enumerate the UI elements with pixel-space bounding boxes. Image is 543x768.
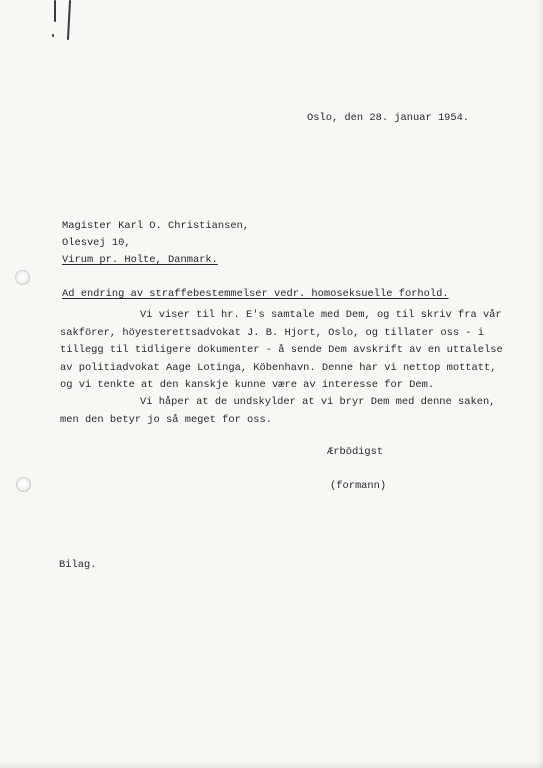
attachment-note: Bilag. <box>59 559 97 571</box>
pen-mark <box>52 34 54 37</box>
scan-shadow <box>537 0 543 768</box>
body-paragraph-1 <box>60 307 503 395</box>
pen-mark <box>54 0 56 22</box>
punch-hole-bottom <box>16 477 31 492</box>
paragraph-line: Vi viser til hr. E's samtale med Dem, og til skriv fra vår <box>140 309 502 321</box>
paragraph-line: og vi tenkte at den kanskje kunne være av interesse for Dem. <box>60 379 435 391</box>
paragraph-line: sakförer, höyesterettsadvokat J. B. Hjort, Oslo, og tillater oss - i <box>60 326 485 339</box>
closing: Ærbödigst <box>327 446 384 458</box>
recipient-name: Magister Karl O. Christiansen, <box>62 220 250 232</box>
paragraph-line: Vi håper at de undskylder at vi bryr Dem med denne saken, <box>140 396 496 408</box>
recipient-street: Olesvej 10, <box>62 237 131 249</box>
signature-role: (formann) <box>330 480 387 492</box>
punch-hole-top <box>15 270 30 285</box>
scan-shadow <box>0 760 543 768</box>
recipient-city: Virum pr. Holte, Danmark. <box>62 254 218 266</box>
body-paragraph-2 <box>60 394 495 429</box>
paragraph-line: men den betyr jo så meget for oss. <box>60 413 273 426</box>
date-line: Oslo, den 28. januar 1954. <box>307 112 470 124</box>
paragraph-line: av politiadvokat Aage Lotinga, Köbenhavn. Denne har vi nettop mottatt, <box>60 361 497 374</box>
paragraph-line: tillegg til tidligere dokumenter - å sende Dem avskrift av en uttalelse <box>60 344 503 356</box>
subject-line: Ad endring av straffebestemmelser vedr. homoseksuelle forhold. <box>62 288 449 300</box>
pen-mark <box>67 0 71 40</box>
